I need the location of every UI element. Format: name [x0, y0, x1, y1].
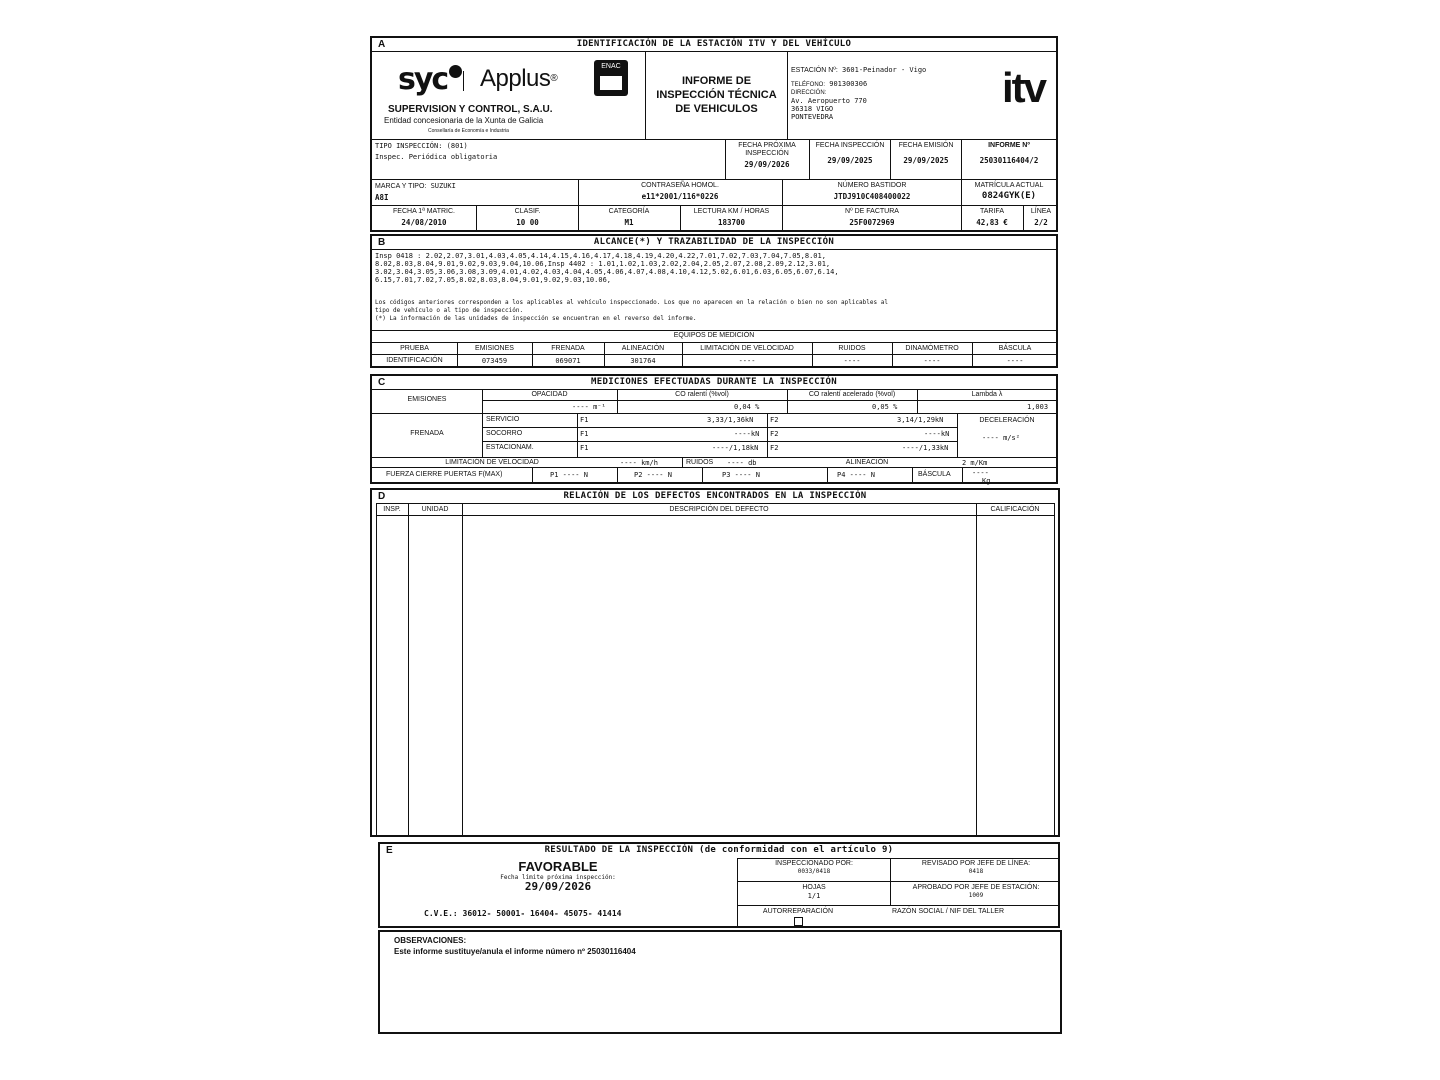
- numero-factura: [783, 208, 961, 227]
- estacionam-f1-value: ----/1,18kN: [712, 444, 759, 452]
- servicio-f1-value: 3,33/1,36kN: [707, 416, 754, 424]
- itv-report-page: [370, 36, 1060, 1036]
- enac-seal: ENAC: [594, 60, 628, 96]
- fecha-matriculacion: [372, 208, 476, 227]
- aprobado-value: 1009: [968, 892, 984, 899]
- co-acelerado-label: CO ralentí acelerado (%vol): [808, 391, 896, 398]
- fecha-emision: [891, 142, 961, 165]
- equipo-emisiones: 073459: [481, 357, 508, 365]
- p1-value: P1 ---- N: [550, 471, 588, 479]
- lectura-value: 183700: [717, 218, 746, 227]
- logo-separator: [463, 71, 464, 91]
- informe-label: INFORME Nº: [988, 142, 1030, 149]
- note-line: (*) La información de las unidades de inspección se encuentran en el reverso del informe.: [375, 315, 697, 322]
- syc-badge-icon: [449, 65, 462, 78]
- linea-label: LÍNEA: [1030, 208, 1052, 215]
- registered-icon: ®: [550, 73, 558, 84]
- linea: [1024, 208, 1058, 227]
- servicio-f1-label: F1: [580, 416, 589, 424]
- observaciones-title: OBSERVACIONES:: [394, 936, 467, 945]
- bastidor-value: JTDJ910C408400022: [833, 192, 911, 201]
- ruidos-label: RUIDOS: [686, 459, 714, 466]
- col-prueba: PRUEBA: [400, 345, 429, 352]
- emisiones-label: EMISIONES: [407, 396, 447, 403]
- matricula-value: 0824GYK(E): [981, 191, 1037, 201]
- report-title-line-3: DE VEHICULOS: [675, 103, 758, 115]
- revisado-value: 0418: [968, 868, 984, 875]
- tipo-inspeccion-label: TIPO INSPECCIÓN: (801): [375, 142, 468, 150]
- alineacion-label: ALINEACIÓN: [845, 459, 889, 466]
- station-line: ESTACIÓN Nº: 3601-Peinador - Vigo: [791, 66, 927, 74]
- fecha-inspeccion-label: FECHA INSPECCIÓN: [815, 142, 885, 149]
- estacionam-f2-label: F2: [770, 444, 779, 452]
- equipo-frenada: 069071: [555, 357, 581, 365]
- inspeccionado-label: INSPECCIONADO POR:: [775, 860, 853, 867]
- categoria-value: M1: [624, 218, 634, 227]
- p3-value: P3 ---- N: [722, 471, 760, 479]
- servicio-f2-label: F2: [770, 416, 779, 424]
- socorro-f1-label: F1: [580, 430, 589, 438]
- servicio-label: SERVICIO: [486, 416, 520, 423]
- fecha-matric-label: FECHA 1ª MATRIC.: [393, 208, 455, 215]
- informe-value: 25030116404/2: [979, 156, 1039, 165]
- co-ralenti-value: 0,04 %: [734, 403, 760, 411]
- estacionam-label: ESTACIONAM.: [486, 444, 534, 451]
- codes-line: Insp 0418 : 2.02,2.07,3.01,4.03,4.05,4.14,4.15,4.16,4.17,4.18,4.19,4.20,4.22,7.01,7.02,7.03,7.04,7.05,8.01,: [375, 252, 826, 260]
- socorro-label: SOCORRO: [486, 430, 523, 437]
- p2-value: P2 ---- N: [634, 471, 672, 479]
- autorreparacion-label: AUTORREPARACIÓN: [762, 908, 834, 915]
- report-title-line-2: INSPECCIÓN TÉCNICA: [656, 89, 777, 101]
- fuerza-cierre-label: FUERZA CIERRE PUERTAS F(MAX): [386, 471, 503, 478]
- informe-numero: [962, 142, 1056, 165]
- company-subtitle: Entidad concesionaria de la Xunta de Galicia: [384, 116, 544, 125]
- inspeccionado-por: [738, 860, 890, 876]
- marca-line: MARCA Y TIPO: SUZUKI: [375, 182, 456, 190]
- tipo-inspeccion-value: Inspec. Periódica obligatoria: [375, 153, 498, 161]
- col-insp: INSP.: [383, 506, 401, 513]
- report-title-line-1: INFORME DE: [681, 75, 752, 87]
- lambda-value: 1,003: [1027, 403, 1049, 411]
- bascula-value: ----: [972, 469, 989, 477]
- col-alineacion: ALINEACIÓN: [621, 345, 665, 352]
- estacionam-f2-value: ----/1,33kN: [902, 444, 949, 452]
- address-line-3: PONTEVEDRA: [791, 113, 834, 121]
- hojas: [738, 884, 890, 900]
- fecha-proxima-value: 29/09/2026: [744, 160, 790, 169]
- servicio-f2-value: 3,14/1,29kN: [897, 416, 944, 424]
- section-d-header: RELACIÓN DE LOS DEFECTOS ENCONTRADOS EN LA INSPECCIÓN: [563, 491, 867, 501]
- tarifa-value: 42,83 €: [976, 218, 1008, 227]
- hojas-label: HOJAS: [802, 884, 826, 891]
- fecha-inspeccion: [810, 142, 890, 165]
- tarifa: [962, 208, 1022, 227]
- lambda-label: Lambda λ: [971, 391, 1003, 398]
- section-b-header: ALCANCE(*) Y TRAZABILIDAD DE LA INSPECCIÓN: [372, 236, 1056, 250]
- section-a-letter: A: [378, 39, 386, 50]
- cve-line: C.V.E.: 36012- 50001- 16404- 45075- 41414: [424, 909, 622, 918]
- socorro-f2-label: F2: [770, 430, 779, 438]
- codes-note: [375, 299, 1055, 323]
- categoria-label: CATEGORÍA: [608, 208, 650, 215]
- section-d: [370, 488, 1060, 837]
- col-bascula: BÁSCULA: [998, 345, 1032, 352]
- col-dinamometro: DINAMÓMETRO: [905, 345, 959, 352]
- phone-line: TELÉFONO: 901300306: [791, 80, 868, 88]
- col-ruidos: RUIDOS: [838, 345, 866, 352]
- fecha-limite-label: Fecha límite próxima inspección:: [500, 874, 616, 881]
- deceleracion-label: DECELERACIÓN: [979, 417, 1035, 424]
- p4-value: P4 ---- N: [837, 471, 875, 479]
- codes-line: 8.02,8.03,8.04,9.01,9.02,9.03,9.04,10.06,Insp 4402 : 1.01,1.02,1.03,2.02,2.04,2.05,2.07,2.08,2.09,2.12,3.01,: [375, 260, 831, 268]
- alineacion-value: 2 m/Km: [962, 459, 988, 467]
- clasif-label: CLASIF.: [514, 208, 541, 215]
- result-block: [380, 860, 736, 893]
- col-unidad: UNIDAD: [421, 506, 449, 513]
- equipo-dinamometro: ----: [923, 357, 941, 365]
- tarifa-label: TARIFA: [980, 208, 1004, 215]
- frenada-label: FRENADA: [410, 430, 444, 437]
- limitacion-label: LIMITACIÓN DE VELOCIDAD: [445, 459, 539, 466]
- estacionam-f1-label: F1: [580, 444, 589, 452]
- autorreparacion: [738, 908, 858, 926]
- socorro-f2-value: ----kN: [924, 430, 950, 438]
- fecha-inspeccion-value: 29/09/2025: [827, 156, 873, 165]
- modelo-value: A8I: [375, 193, 389, 202]
- observaciones-box: [378, 930, 1062, 1034]
- itv-logo: itv: [1002, 64, 1046, 111]
- col-calificacion: CALIFICACIÓN: [990, 506, 1040, 513]
- address-line-1: Av. Aeropuerto 770: [791, 97, 867, 105]
- col-frenada: FRENADA: [551, 345, 585, 352]
- autorreparacion-checkbox[interactable]: [794, 917, 803, 926]
- note-line: tipo de vehículo o al tipo de inspección.: [375, 307, 524, 314]
- codes-line: 6.15,7.01,7.02,7.05,8.02,8.03,8.04,9.01,9.02,9.03,10.06,: [375, 276, 612, 284]
- result-value: FAVORABLE: [518, 859, 598, 874]
- clasificacion: [477, 208, 578, 227]
- tipo-inspeccion: [375, 142, 497, 161]
- col-descripcion: DESCRIPCIÓN DEL DEFECTO: [669, 506, 769, 513]
- codes-line: 3.02,3.04,3.05,3.06,3.08,3.09,4.01,4.02,4.03,4.04,4.05,4.06,4.07,4.08,4.10,4.12,5.02,6.01,6.03,6.05,6.07,6.14,: [375, 268, 839, 276]
- fecha-emision-label: FECHA EMISIÓN: [898, 142, 954, 149]
- limitacion-value: ---- km/h: [620, 459, 658, 467]
- section-a-header: IDENTIFICACIÓN DE LA ESTACIÓN ITV Y DEL VEHÍCULO: [372, 38, 1056, 52]
- socorro-f1-value: ----kN: [734, 430, 760, 438]
- address-label: DIRECCIÓN:: [791, 90, 827, 96]
- enac-seal-icon: [600, 76, 622, 90]
- equipos-title: EQUIPOS DE MEDICIÓN: [673, 332, 755, 339]
- co-acelerado-value: 0,05 %: [872, 403, 898, 411]
- equipo-alineacion: 301764: [630, 357, 656, 365]
- revisado-por: [891, 860, 1061, 876]
- revisado-label: REVISADO POR JEFE DE LÍNEA:: [921, 860, 1031, 867]
- razon-social-label: RAZÓN SOCIAL / NIF DEL TALLER: [892, 908, 1005, 915]
- deceleracion-value: ---- m/s²: [982, 434, 1020, 442]
- section-b: [370, 234, 1058, 368]
- fecha-proxima-label: FECHA PRÓXIMA INSPECCIÓN: [738, 142, 796, 157]
- section-c: [370, 374, 1058, 484]
- report-title-block: [646, 51, 788, 139]
- inspeccionado-value: 0033/0418: [797, 868, 831, 875]
- applus-logo: Applus®: [480, 65, 558, 92]
- linea-value: 2/2: [1034, 218, 1048, 227]
- matricula-actual: [962, 182, 1056, 201]
- section-b-letter: B: [378, 237, 386, 248]
- fecha-proxima: [726, 142, 808, 169]
- section-e-header: RESULTADO DE LA INSPECCIÓN (de conformidad con el artículo 9): [544, 845, 894, 855]
- station-block: [791, 66, 981, 121]
- section-c-header: MEDICIONES EFECTUADAS DURANTE LA INSPECCIÓN: [372, 376, 1056, 390]
- company-subtitle-2: Consellaría de Economía e Industria: [428, 128, 509, 134]
- bascula-label: BÁSCULA: [918, 471, 951, 478]
- clasif-value: 10 00: [516, 218, 539, 227]
- co-ralenti-label: CO ralentí (%vol): [675, 391, 729, 398]
- categoria: [579, 208, 679, 227]
- lectura-label: LECTURA KM / HORAS: [693, 208, 770, 215]
- section-e: [378, 842, 1060, 928]
- section-c-letter: C: [378, 377, 386, 388]
- bascula-unit: Kg: [982, 477, 991, 485]
- marca-tipo: [375, 182, 456, 202]
- opacidad-value: ---- m⁻¹: [572, 403, 606, 411]
- fecha-emision-value: 29/09/2025: [903, 156, 949, 165]
- section-a: [370, 36, 1058, 232]
- col-emisiones: EMISIONES: [475, 345, 514, 352]
- lectura-km: [681, 208, 782, 227]
- fecha-limite-value: 29/09/2026: [524, 880, 592, 893]
- observaciones-text: Este informe sustituye/anula el informe número nº 25030116404: [394, 947, 636, 956]
- ruidos-value: ---- db: [727, 459, 757, 467]
- fecha-matric-value: 24/08/2010: [401, 218, 447, 227]
- company-name: SUPERVISION Y CONTROL, S.A.U.: [388, 104, 553, 115]
- matricula-label: MATRÍCULA ACTUAL: [974, 182, 1044, 189]
- factura-value: 25F0072969: [849, 218, 895, 227]
- col-limitacion: LIMITACIÓN DE VELOCIDAD: [700, 345, 794, 352]
- bastidor-label: NÚMERO BASTIDOR: [837, 182, 907, 189]
- aprobado-label: APROBADO POR JEFE DE ESTACIÓN:: [912, 884, 1040, 891]
- hojas-value: 1/1: [807, 892, 821, 900]
- factura-label: Nº DE FACTURA: [845, 208, 899, 215]
- section-e-letter: E: [386, 845, 393, 856]
- row-identificacion: IDENTIFICACIÓN: [386, 357, 443, 364]
- inspection-codes: [375, 252, 1055, 284]
- contrasena-value: e11*2001/116*0226: [641, 192, 719, 201]
- aprobado-por: [891, 884, 1061, 900]
- address-line-2: 36318 VIGO: [791, 105, 834, 113]
- equipo-limitacion: ----: [738, 357, 756, 365]
- numero-bastidor: [783, 182, 961, 201]
- equipo-bascula: ----: [1006, 357, 1024, 365]
- equipo-ruidos: ----: [843, 357, 861, 365]
- syc-logo: syc: [398, 65, 462, 95]
- contrasena-homol: [579, 182, 781, 201]
- note-line: Los códigos anteriores corresponden a los aplicables al vehículo inspeccionado. Los que no aparecen en la relación o bien no son aplicables al: [375, 299, 888, 306]
- section-d-letter: D: [378, 491, 386, 502]
- contrasena-label: CONTRASEÑA HOMOL.: [641, 182, 719, 189]
- opacidad-label: OPACIDAD: [531, 391, 568, 398]
